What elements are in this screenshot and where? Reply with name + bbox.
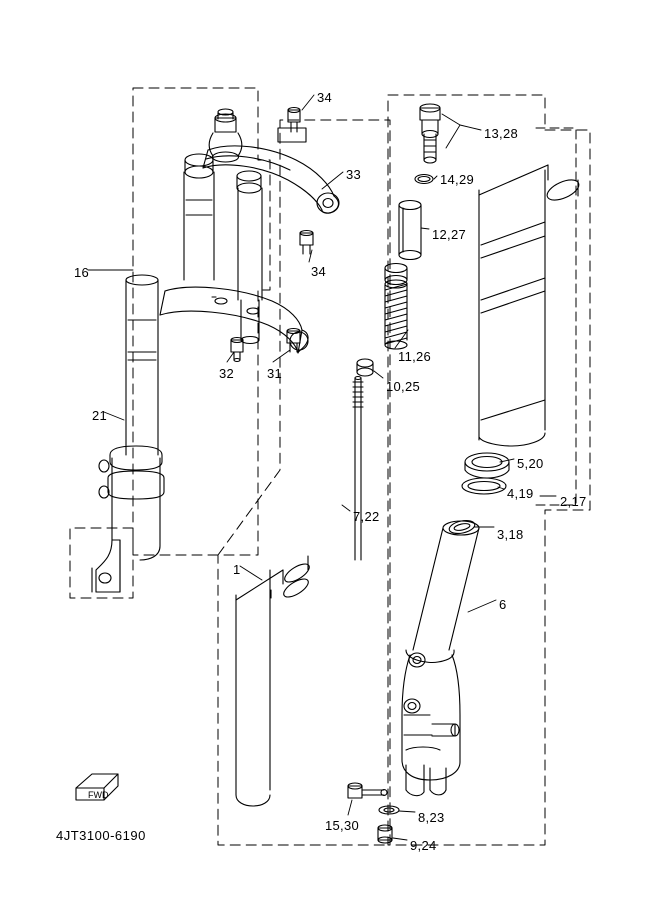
left-inner-tube-upper: [184, 172, 214, 280]
bolt-34-upper: [278, 108, 306, 143]
callout-5-20: 5,20: [517, 456, 544, 471]
callout-16: 16: [74, 265, 90, 280]
crown-cap-right: [237, 171, 261, 193]
callout-8-23: 8,23: [418, 810, 445, 825]
callout-7-22: 7,22: [353, 509, 380, 524]
dashed-group-left: [70, 88, 270, 598]
piston-10-25: [357, 359, 373, 376]
lower-bracket: [160, 287, 308, 353]
o-ring-14-29: [415, 175, 433, 184]
bolt-15-30: [348, 783, 387, 798]
outer-slider-6: [402, 521, 479, 796]
fwd-label: FWD: [88, 790, 109, 800]
damper-rod: [353, 377, 363, 561]
spacer-12-27: [399, 201, 421, 260]
center-inner-tube: [236, 556, 312, 806]
callout-31: 31: [267, 366, 283, 381]
washer-4-19: [462, 478, 506, 494]
part-code-label: 4JT3100-6190: [56, 828, 146, 843]
bolt-34-lower: [300, 231, 313, 255]
callout-15-30: 15,30: [325, 818, 360, 833]
callout-13-28: 13,28: [484, 126, 519, 141]
callout-3-18: 3,18: [497, 527, 524, 542]
steering-stem: [209, 109, 242, 162]
callout-14-29: 14,29: [440, 172, 475, 187]
callout-34-upper: 34: [317, 90, 333, 105]
right-inner-tube-long: [479, 165, 582, 446]
callout-33: 33: [346, 167, 362, 182]
callout-4-19: 4,19: [507, 486, 534, 501]
dashed-group-center: [218, 120, 390, 845]
right-inner-tube: [238, 188, 262, 344]
left-outer-tube: [126, 275, 158, 455]
callout-32: 32: [219, 366, 235, 381]
callout-2-17: 2,17: [560, 494, 587, 509]
upper-bracket: [203, 146, 339, 213]
callout-11-26: 11,26: [398, 349, 432, 364]
gasket-8-23: [379, 806, 399, 814]
callout-9-24: 9,24: [410, 838, 437, 853]
callout-21: 21: [92, 408, 108, 423]
callout-1: 1: [233, 562, 241, 577]
drain-bolt-9-24: [378, 825, 392, 843]
callout-6: 6: [499, 597, 507, 612]
oil-seal-5-20: [465, 453, 509, 478]
callout-34-lower: 34: [311, 264, 327, 279]
cap-bolt-13-28: [420, 104, 440, 163]
callout-12-27: 12,27: [432, 227, 467, 242]
left-slider: [92, 446, 164, 592]
callout-10-25: 10,25: [386, 379, 421, 394]
